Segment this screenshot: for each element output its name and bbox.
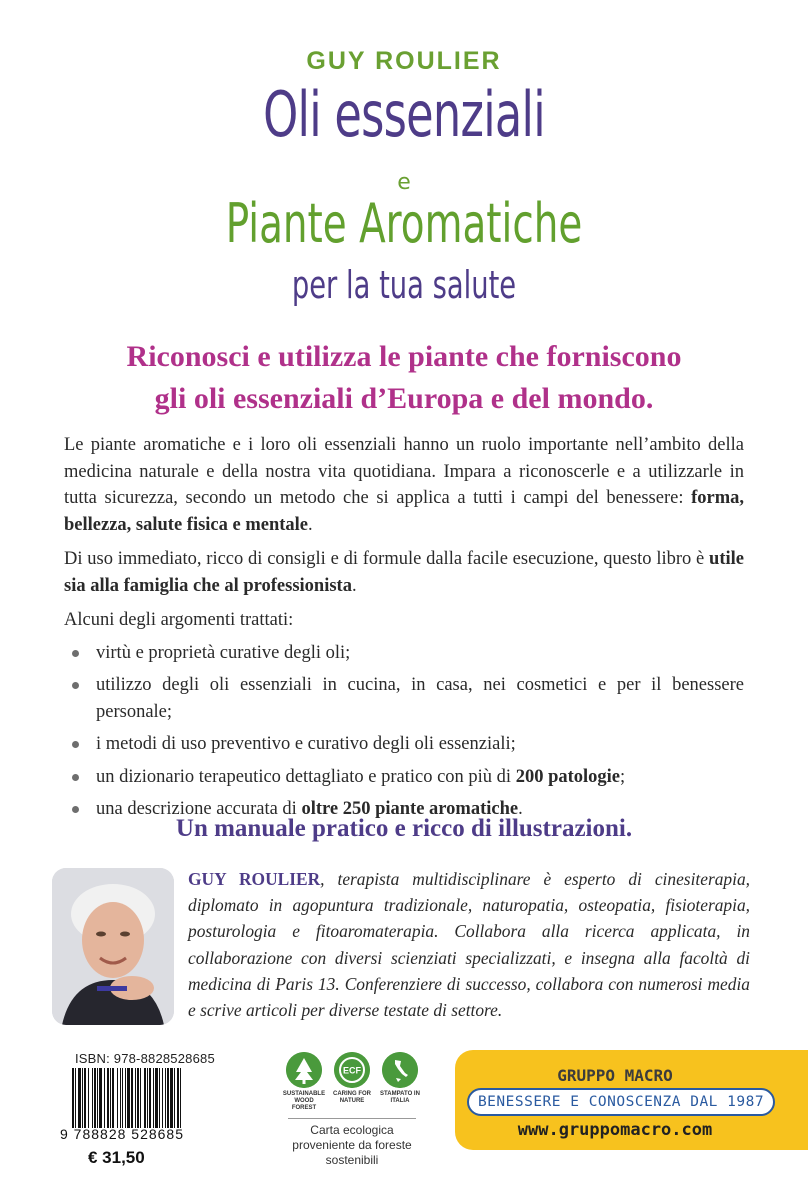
eco-caption: CARING FOR NATURE — [333, 1091, 371, 1104]
eco-certifications — [282, 1052, 422, 1168]
eco-divider — [288, 1118, 416, 1119]
eco-badge-ecf — [330, 1052, 374, 1112]
topics-list — [64, 640, 744, 823]
topic-bold: 200 patologie — [515, 766, 621, 787]
italy-map-icon — [382, 1052, 418, 1088]
p2-bold: utile sia alla famiglia che al professionista — [64, 549, 744, 596]
closing-line: Un manuale pratico e ricco di illustrazioni. — [175, 815, 633, 842]
author-top: GUY ROULIER — [306, 47, 502, 75]
tagline — [0, 336, 808, 420]
tagline-line2: gli oli essenziali d’Europa e del mondo. — [154, 382, 654, 415]
title-line2: Piante Aromatiche — [225, 192, 583, 255]
tagline-line1: Riconosci e utilizza le piante che forniscono — [126, 340, 682, 373]
bullet-icon — [72, 806, 79, 813]
topic-text: una descrizione accurata di — [96, 799, 302, 819]
publisher-banner — [455, 1050, 808, 1150]
bio-name: GUY ROULIER — [188, 869, 321, 889]
author-bio — [188, 866, 750, 1023]
p1-end: . — [308, 514, 313, 535]
bio-text: , terapista multidisciplinare è esperto di cinesiterapia, diplomato in agopuntura tradizionale, naturopatia, osteopatia, fisioterapia, posturologia e fitoaromaterapia. Collabora alla ricerca applicata, in collaborazione con diversi scienziati specializzati, e insegna alla facoltà di medicina di Paris 13. Conferenziere di successo, collabora con numerosi media e scrive articoli per diverse testate di settore. — [188, 869, 750, 1021]
topic-end: . — [518, 799, 523, 819]
topic-text: virtù e proprietà curative degli oli; — [96, 642, 351, 663]
list-item — [64, 640, 744, 667]
isbn-label: ISBN: 978-8828528685 — [75, 1051, 215, 1066]
eco-badge-wood — [282, 1052, 326, 1112]
list-item — [64, 764, 744, 791]
tree-icon — [286, 1052, 322, 1088]
p2-end: . — [351, 575, 357, 596]
ecf-label: ECF — [343, 1065, 361, 1076]
description-paragraph-1 — [64, 432, 744, 538]
description — [64, 432, 744, 829]
barcode-icon — [72, 1068, 222, 1128]
title-line3: per la tua salute — [291, 263, 517, 307]
eco-badge-italy — [378, 1052, 422, 1112]
title-line1: Oli essenziali — [263, 78, 545, 151]
portrait-icon — [52, 868, 174, 1025]
publisher-name: GRUPPO MACRO — [557, 1066, 673, 1085]
topic-text: i metodi di uso preventivo e curativo degli oli essenziali; — [96, 734, 516, 754]
publisher-slogan: BENESSERE E CONOSCENZA DAL 1987 — [467, 1088, 775, 1116]
title-connector: e — [397, 170, 411, 195]
publisher-url[interactable]: www.gruppomacro.com — [517, 1120, 713, 1140]
topic-text: utilizzo degli oli essenziali in cucina, in casa, nei cosmetici e per il benessere personale; — [96, 675, 744, 722]
bullet-icon — [72, 774, 79, 781]
p2-text: Di uso immediato, ricco di consigli e di formule dalla facile esecuzione, questo libro è — [64, 549, 710, 569]
eco-caption: SUSTAINABLE WOOD FOREST — [282, 1091, 326, 1111]
list-item — [64, 731, 744, 758]
bullet-icon — [72, 650, 79, 657]
eco-caption: STAMPATO IN ITALIA — [380, 1091, 420, 1104]
bullet-icon — [72, 682, 79, 689]
p1-text: Le piante aromatiche e i loro oli essenziali hanno un ruolo importante nell’ambito della medicina naturale e della nostra vita quotidiana. Impara a riconoscerle e a utilizzarle in tutta sicurezza, secondo un metodo che si applica a tutti i campi del benessere: — [64, 435, 744, 508]
ean-digits: 9 788828 528685 — [60, 1126, 184, 1142]
eco-note: Carta ecologica proveniente da foreste sostenibili — [292, 1123, 412, 1167]
topic-text: un dizionario terapeutico dettagliato e pratico con più di — [96, 766, 516, 787]
topic-end: ; — [620, 766, 626, 787]
list-item — [64, 672, 744, 725]
topics-intro: Alcuni degli argomenti trattati: — [64, 610, 294, 630]
author-photo — [52, 868, 174, 1025]
ecf-icon — [334, 1052, 370, 1088]
topic-bold: oltre 250 piante aromatiche — [301, 799, 519, 819]
price: € 31,50 — [88, 1148, 145, 1167]
description-paragraph-2 — [64, 546, 744, 599]
bullet-icon — [72, 741, 79, 748]
p1-bold: forma, bellezza, salute fisica e mentale — [64, 488, 744, 535]
